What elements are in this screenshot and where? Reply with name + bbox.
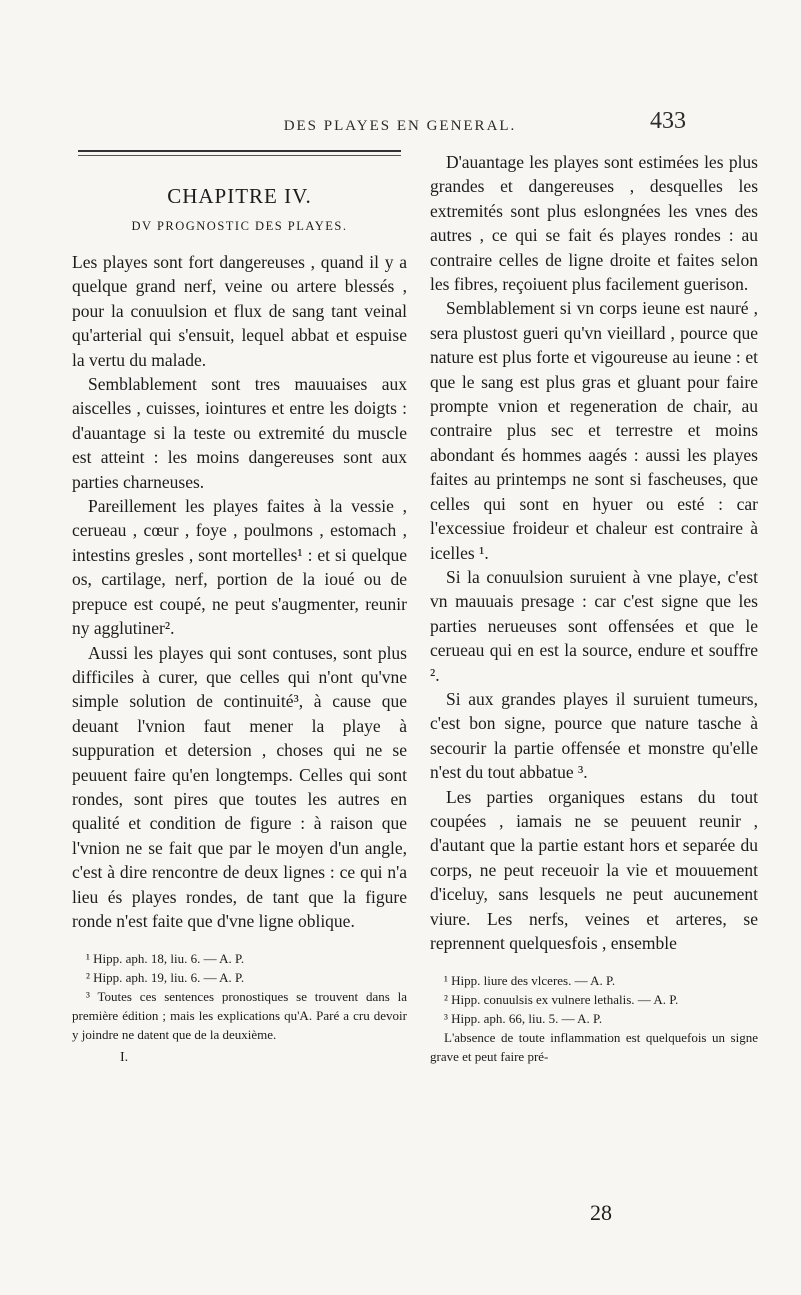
- paragraph: Semblablement sont tres mauuaises aux aiscelles , cuisses, iointures et entre les doigts : d'auantage si la teste ou extremité du muscle est atteint : les moins dangereuses sont aux parties charneuses.: [72, 374, 407, 492]
- footnote: ² Hipp. aph. 19, liu. 6. — A. P.: [86, 970, 245, 986]
- footnote: ² Hipp. conuulsis ex vulnere lethalis. — A. P.: [444, 992, 679, 1008]
- left-column: [72, 150, 407, 1066]
- paragraph: Les playes sont fort dangereuses , quand il y a quelque grand nerf, veine ou artere blessés , pour la conuulsion et flux de sang tant veinal qu'arterial qui s'ensuit, lequel abbat et espuise la vertu du malade.: [72, 252, 407, 370]
- chapter-subtitle: DV PROGNOSTIC DES PLAYES.: [131, 219, 348, 233]
- page-number: 433: [650, 108, 686, 134]
- footnote: ¹ Hipp. aph. 18, liu. 6. — A. P.: [86, 951, 245, 967]
- paragraph: D'auantage les playes sont estimées les plus grandes et dangereuses , desquelles les extremités sont plus eslongnées les vnes des autres , ce qui se fait és playes rondes : au contraire celles de ligne droite et faites selon les fibres, reçoiuent plus facilement guerison.: [430, 152, 758, 295]
- paragraph: Aussi les playes qui sont contuses, sont plus difficiles à curer, que celles qui n'ont qu'vne simple solution de continuité³, à cause que deuant l'vnion faut mener la playe à suppuration et detersion , choses qui ne se peuuent faire qu'en longtemps. Celles qui sont rondes, sont pires que toutes les autres en qualité et condition de figure : à raison que l'vnion ne se fait que par le moyen d'un angle, c'est à dire rencontre de deux lignes : ce qui n'a lieu és playes rondes, de tant que la figure ronde n'est faite que d'vne ligne oblique.: [72, 642, 407, 931]
- footnote: L'absence de toute inflammation est quelquefois un signe grave et peut faire pré-: [430, 1030, 758, 1065]
- paragraph: Pareillement les playes faites à la vessie , cerueau , cœur , foye , poulmons , estomach , intestins gresles , sont mortelles¹ : et si quelque os, cartilage, nerf, portion de la ioué ou de prepuce est coupé, ne peut s'augmenter, reunir ny agglutiner².: [72, 496, 407, 639]
- paragraph: Si la conuulsion suruient à vne playe, c'est vn mauuais presage : car c'est signe que les parties nerueuses sont offensées et que le cerueau qui en est la source, endure et souffre ².: [430, 566, 758, 685]
- paragraph: Si aux grandes playes il suruient tumeurs, c'est bon signe, pource que nature tasche à secourir la partie offensée et monstre qu'elle n'est du tout abbatue ³.: [430, 688, 758, 783]
- right-footnotes: [430, 971, 758, 1066]
- signature-number: 28: [590, 1200, 612, 1225]
- right-body-text: [430, 150, 758, 955]
- signature-mark: I.: [120, 1050, 129, 1066]
- footnote: ¹ Hipp. liure des vlceres. — A. P.: [444, 973, 616, 989]
- footnote: ³ Hipp. aph. 66, liu. 5. — A. P.: [444, 1011, 603, 1027]
- left-footnotes: [72, 949, 407, 1044]
- footnote: ³ Toutes ces sentences pronostiques se trouvent dans la première édition ; mais les explications qu'A. Paré a cru devoir y joindre ne datent que de la deuxième.: [72, 989, 407, 1043]
- chapter-rule-thick: [78, 150, 401, 152]
- right-column: [430, 150, 758, 1066]
- running-head: DES PLAYES EN GENERAL.: [283, 118, 517, 134]
- chapter-rule-thin: [78, 155, 401, 156]
- left-body-text: [72, 250, 407, 933]
- chapter-title: CHAPITRE IV.: [167, 184, 312, 208]
- paragraph: Semblablement si vn corps ieune est nauré , sera plustost gueri qu'vn vieillard , pource que nature est plus forte et vigoureuse au ieune : et que le sang est plus gras et gluant pour faire prompte vnion et regeneration de chair, au contraire plus sec et terrestre et moins abondant és hommes aagés : aussi les playes faites au printemps ne sont si fascheuses, que celles qui sont en hyuer ou esté : car l'excessiue froideur et chaleur est contraire à icelles ¹.: [430, 298, 758, 563]
- paragraph: Les parties organiques estans du tout coupées , iamais ne se peuuent reunir , d'autant que la partie estant hors et separée du corps, ne peut receuoir la vie et mouuement d'iceluy, sans lesquels ne peut aucunement viure. Les nerfs, veines et arteres, se reprennent quelquesfois , ensemble: [430, 786, 758, 953]
